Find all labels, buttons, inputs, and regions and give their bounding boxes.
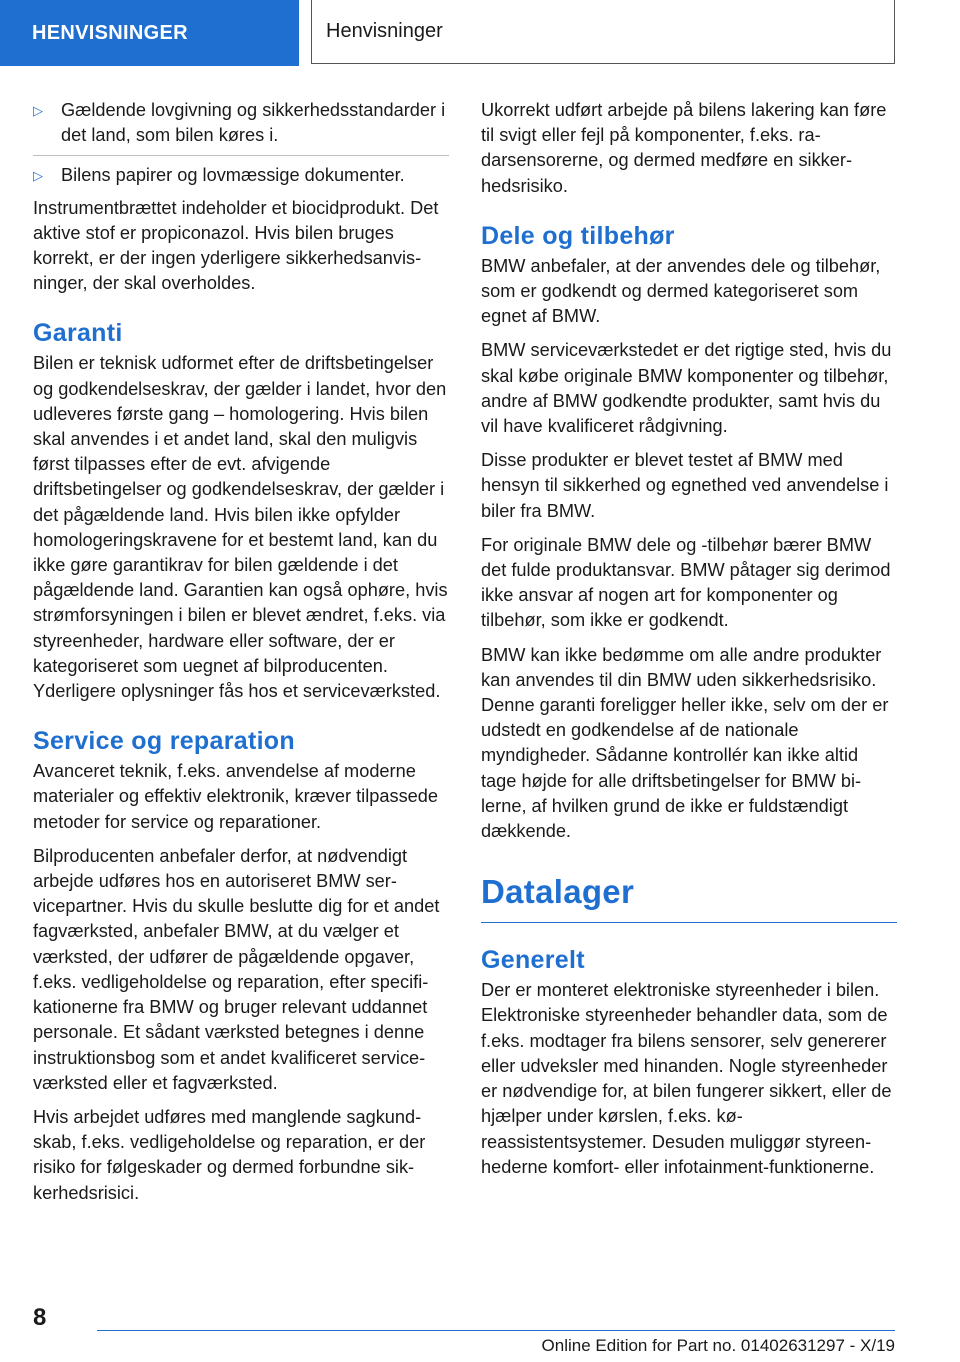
garanti-heading: Garanti — [33, 319, 123, 348]
service-paragraph: Bilproducenten anbefaler derfor, at nødvendigt arbejde udføres hos en autoriseret BMW servicepartner. Hvis du skulle beslutte dig for et andet fagværksted, anbefaler BMW, at du vælger et værksted, der udfører de pågældende opgaver, f.eks. vedligeholdelse og reparation, efter specifikationerne fra BMW og bruger relevant uddannet personale. Et sådant værksted betegnes i denne instruktionsbog som et andet kvalificeret serviceværksted eller et fagværksted. — [33, 845, 440, 1093]
list-item-text: Bilens papirer og lovmæssige dokumenter. — [61, 165, 405, 186]
dele-paragraph: Disse produkter er blevet testet af BMW med hensyn til sikkerhed og egnethed ved anvendelse i biler fra BMW. — [481, 450, 889, 521]
section-title-text: Henvisninger — [326, 20, 443, 42]
section-tab: HENVISNINGER — [0, 0, 299, 66]
dele-paragraph: BMW anbefaler, at der anvendes dele og tilbehør, som er godkendt og dermed kategoriseret som egnet af BMW. — [481, 255, 881, 327]
right-column — [481, 98, 897, 1189]
divider — [33, 155, 449, 156]
footer-divider — [97, 1330, 895, 1331]
garanti-paragraph: Bilen er teknisk udformet efter de driftsbetingelser og godkendelseskrav, der gælder i landet, hvor den udleveres første gang – homologering. Hvis bilen skal anvendes i et andet land, skal den muligvis først tilpasses efter de evt. afvigende driftsbetingelser og godkendelseskrav, der gælder i det pågældende land. Hvis bilen ikke opfylder homologeringskravene for et bestemt land, kan du ikke gøre garantikrav for bilen gældende i det pågældende land. Garantien kan også ophøre, hvis strømforsyningen i bilen er blevet ændret, f.eks. via styreenheder, hardware eller software, der er kategoriseret som uegnet af bilproducenten. Yderligere oplysninger fås hos et serviceværksted. — [33, 353, 448, 702]
service-heading: Service og reparation — [33, 727, 295, 756]
section-title — [311, 0, 895, 64]
intro-paragraph: Instrumentbrættet indeholder et biocidprodukt. Det aktive stof er propiconazol. Hvis bilen bruges korrekt, er der ingen yderligere sikkerhedsanvisninger, der skal overholdes. — [33, 197, 439, 294]
list-item — [33, 98, 449, 148]
dele-paragraph: BMW serviceværkstedet er det rigtige sted, hvis du skal købe originale BMW komponenter og tilbehør, andre af BMW godkendte produkter, samt hvis du vil have kvalificeret rådgivning. — [481, 340, 892, 437]
left-column — [33, 98, 449, 1215]
generelt-heading: Generelt — [481, 946, 585, 975]
list-item-text: Gældende lovgivning og sikkerhedsstandarder i det land, som bilen køres i. — [61, 100, 446, 146]
triangle-bullet-icon: ▷ — [33, 103, 43, 118]
dele-paragraph: For originale BMW dele og -tilbehør bærer BMW det fulde produktansvar. BMW påtager sig derimod ikke ansvar af nogen art for komponenter og tilbehør, som ikke er godkendt. — [481, 534, 891, 631]
triangle-bullet-icon: ▷ — [33, 168, 43, 184]
datalager-heading: Datalager — [481, 872, 897, 923]
dele-paragraph: BMW kan ikke bedømme om alle andre produkter kan anvendes til din BMW uden sikkerhedsrisiko. Denne garanti foreligger heller ikke, selv om der er udstedt en godkendelse af de nationale myndigheder. Sådanne kontrollér kan ikke altid tage højde for alle driftsbetingelser for BMW bilerne, af hvilken grund de ikke er fuldstændigt dækkende. — [481, 644, 889, 842]
service-paragraph: Avanceret teknik, f.eks. anvendelse af moderne materialer og effektiv elektronik, kræver tilpassede metoder for service og reparationer. — [33, 761, 439, 832]
dele-heading: Dele og tilbehør — [481, 221, 675, 250]
lakering-paragraph: Ukorrekt udført arbejde på bilens lakering kan føre til svigt eller fejl på komponenter, f.eks. radarsensorerne, og dermed medføre en sikkerhedsrisiko. — [481, 100, 887, 196]
page-number: 8 — [33, 1304, 47, 1331]
edition-footer: Online Edition for Part no. 01402631297 - X/19 — [541, 1336, 895, 1355]
list-item — [33, 163, 449, 188]
service-paragraph: Hvis arbejdet udføres med manglende sagkundskab, f.eks. vedligeholdelse og reparation, er der risiko for følgeskader og dermed forbundne sikkerhedsrisici. — [33, 1106, 426, 1203]
generelt-paragraph: Der er monteret elektroniske styreenheder i bilen. Elektroniske styreenheder behandler data, som de f.eks. modtager fra bilens sensorer, selv genererer eller udveksler med hinanden. Nogle styreenheder er nødvendige for, at bilen fungerer sikkert, eller de hjælper under kørslen, f.eks. køreassistentsystemer. Desuden muliggør styreenhederne komfort- eller infotainment-funktionerne. — [481, 980, 892, 1177]
